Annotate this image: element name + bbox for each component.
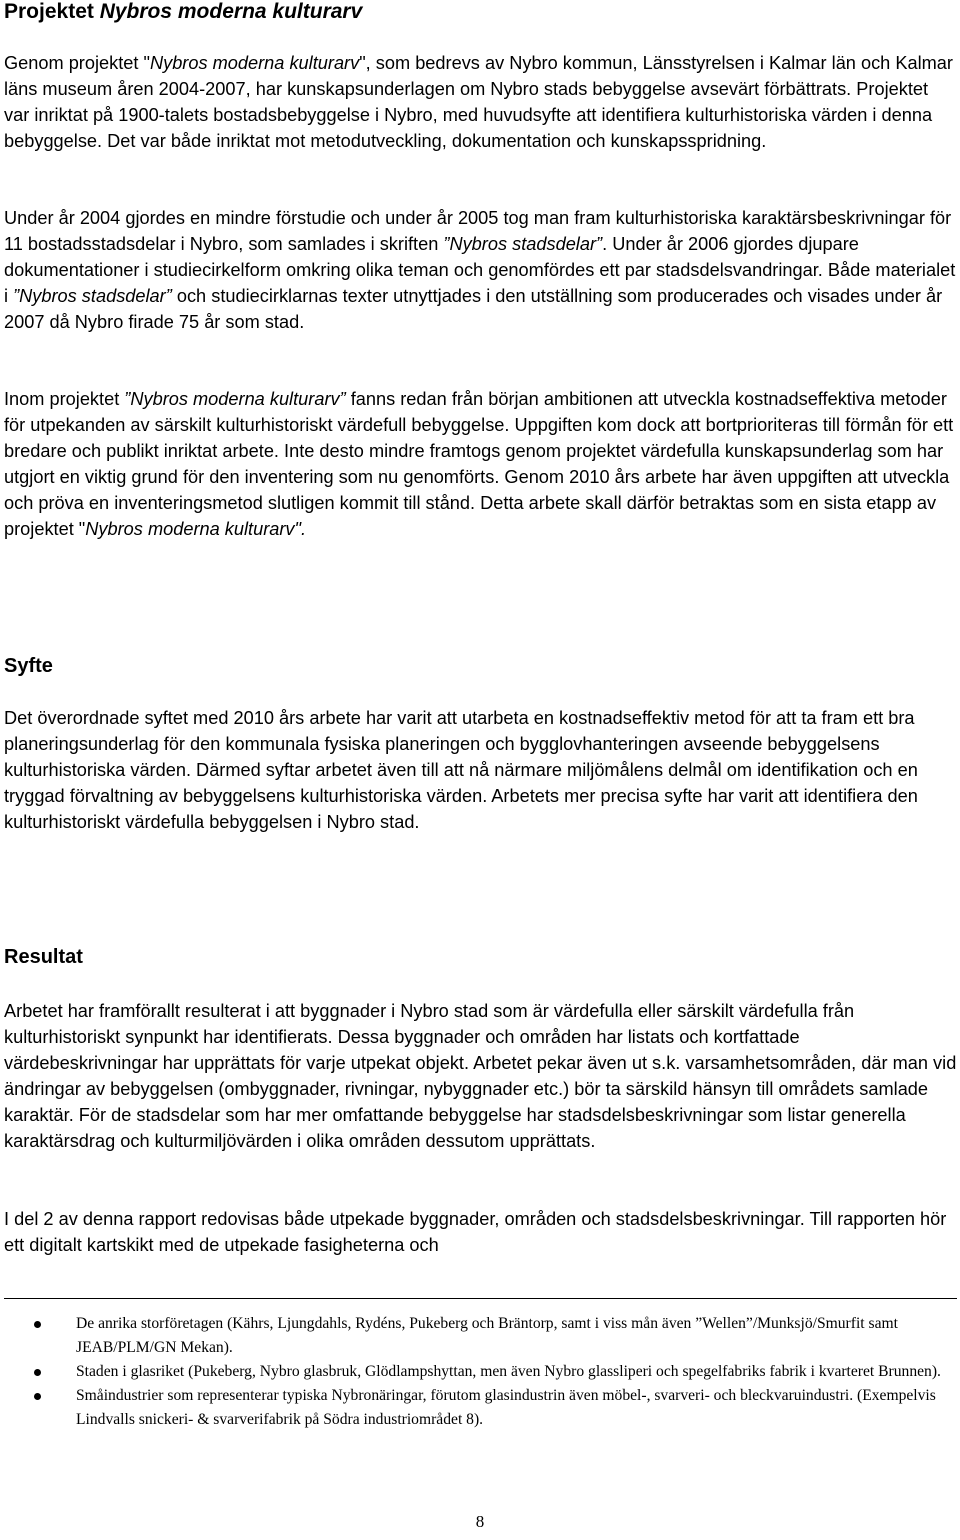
footnote-text: Småindustrier som representerar typiska Nybronäringar, förutom glasindustrin även möbel-, svarveri- och bleckvaruindustri. (Exempelvis Lindvalls snickeri- & svarverifabrik på Södra industriområdet 8). bbox=[76, 1387, 936, 1428]
italic-text: ”Nybros stadsdelar” bbox=[443, 234, 603, 254]
bullet-icon bbox=[34, 1321, 41, 1328]
resultat-paragraph-1: Arbetet har framförallt resulterat i att byggnader i Nybro stad som är värdefulla eller särskilt värdefulla från kulturhistoriskt synpunkt har identifierats. Dessa byggnader och områden har listats och kortfattade värdebeskrivningar har upprättats för varje utpekat objekt. Arbetet pekar även ut s.k. varsamhetsområden, där man vid ändringar av bebyggelsen (ombyggnader, rivningar, nybyggnader etc.) bör ta särskild hänsyn till områdets samlade karaktär. För de stadsdelar som har mer omfattande bebyggelse har stadsdelsbeskrivningar som listar generella karaktärsdrag och kulturmiljövärden i olika områden dessutom upprättats. bbox=[4, 1001, 957, 1151]
italic-text: Nybros moderna kulturarv". bbox=[85, 519, 307, 539]
intro-paragraph-3 bbox=[4, 386, 957, 542]
page-title bbox=[4, 0, 362, 24]
text-run: . Under år 2006 gjordes djupare dokumentationer i studiecirkelform omkring olika teman och genomfördes ett par stadsdelsvandringar. Både materialet i bbox=[4, 234, 956, 306]
bullet-icon bbox=[34, 1369, 41, 1376]
text-run: Under år 2004 gjordes en mindre förstudie och under år 2005 tog man fram kulturhistoriska karaktärsbeskrivningar för 11 bostadsstadsdelar i Nybro, som samlades i skriften bbox=[4, 208, 952, 254]
section-heading-resultat: Resultat bbox=[4, 946, 83, 968]
syfte-paragraph: Det överordnade syftet med 2010 års arbete har varit att utarbeta en kostnadseffektiv metod för att ta fram ett bra planeringsunderlag för den kommunala fysiska planeringen och bygglovhanteringen avseende bebyggelsens kulturhistoriska värden. Därmed syftar arbetet även till att nå närmare miljömålens delmål om identifikation och en tryggad förvaltning av bebyggelsens kulturhistoriska värden. Arbetets mer precisa syfte har varit att identifiera den kulturhistoriskt värdefulla bebyggelsen i Nybro stad. bbox=[4, 708, 918, 832]
footnote-separator bbox=[4, 1298, 957, 1299]
italic-text: Nybros moderna kulturarv bbox=[149, 53, 360, 73]
footnote-item bbox=[34, 1360, 954, 1384]
text-run: Genom projektet " bbox=[4, 53, 150, 73]
title-italic: Nybros moderna kulturarv bbox=[99, 0, 363, 23]
italic-text: ”Nybros stadsdelar” bbox=[13, 286, 172, 306]
footnote-list bbox=[34, 1312, 954, 1432]
section-heading-syfte: Syfte bbox=[4, 655, 53, 677]
text-run: Inom projektet bbox=[4, 389, 125, 409]
footnote-text: De anrika storföretagen (Kährs, Ljungdahls, Rydéns, Pukeberg och Bräntorp, samt i viss mån även ”Wellen”/Munksjö/Smurfit samt JEAB/PLM/GN Mekan). bbox=[76, 1315, 898, 1356]
text-run: och studiecirklarnas texter utnyttjades i den utställning som producerades och visades under år 2007 då Nybro firade 75 år som stad. bbox=[4, 286, 943, 332]
resultat-paragraph-2: I del 2 av denna rapport redovisas både utpekade byggnader, områden och stadsdelsbeskrivningar. Till rapporten hör ett digitalt kartskikt med de utpekade fasigheterna och bbox=[4, 1209, 947, 1255]
footnote-item bbox=[34, 1312, 954, 1360]
title-prefix: Projektet bbox=[4, 0, 100, 23]
intro-paragraph-1 bbox=[4, 50, 957, 154]
bullet-icon bbox=[34, 1393, 41, 1400]
footnote-item bbox=[34, 1384, 954, 1432]
text-run: ", som bedrevs av Nybro kommun, Länsstyrelsen i Kalmar län och Kalmar läns museum åren 2004-2007, har kunskapsunderlagen om Nybro stads bebyggelse avsevärt förbättrats. Projektet var inriktat på 1900-talets bostadsbebyggelse i Nybro, med huvudsyfte att identifiera kulturhistoriska värden i denna bebyggelse. Det var både inriktat mot metodutveckling, dokumentation och kunskapsspridning. bbox=[4, 53, 953, 151]
page-number: 8 bbox=[475, 1512, 485, 1531]
footnote-text: Staden i glasriket (Pukeberg, Nybro glasbruk, Glödlampshyttan, men även Nybro glassliperi och spegelfabriks fabrik i kvarteret Brunnen). bbox=[76, 1363, 941, 1380]
italic-text: ”Nybros moderna kulturarv” bbox=[124, 389, 346, 409]
intro-paragraph-2 bbox=[4, 205, 957, 335]
text-run: fanns redan från början ambitionen att utveckla kostnadseffektiva metoder för utpekanden av särskilt kulturhistoriskt värdefull bebyggelse. Uppgiften kom dock att bortprioriteras till förmån för ett bredare och publikt inriktat arbete. Inte desto mindre framtogs genom projektet värdefulla kunskapsunderlag som har utgjort en viktig grund för den inventering som nu genomförts. Genom 2010 års arbete har även uppgiften att utveckla och pröva en inventeringsmetod slutligen kommit till stånd. Detta arbete skall därför betraktas som en sista etapp av projektet " bbox=[4, 389, 954, 539]
